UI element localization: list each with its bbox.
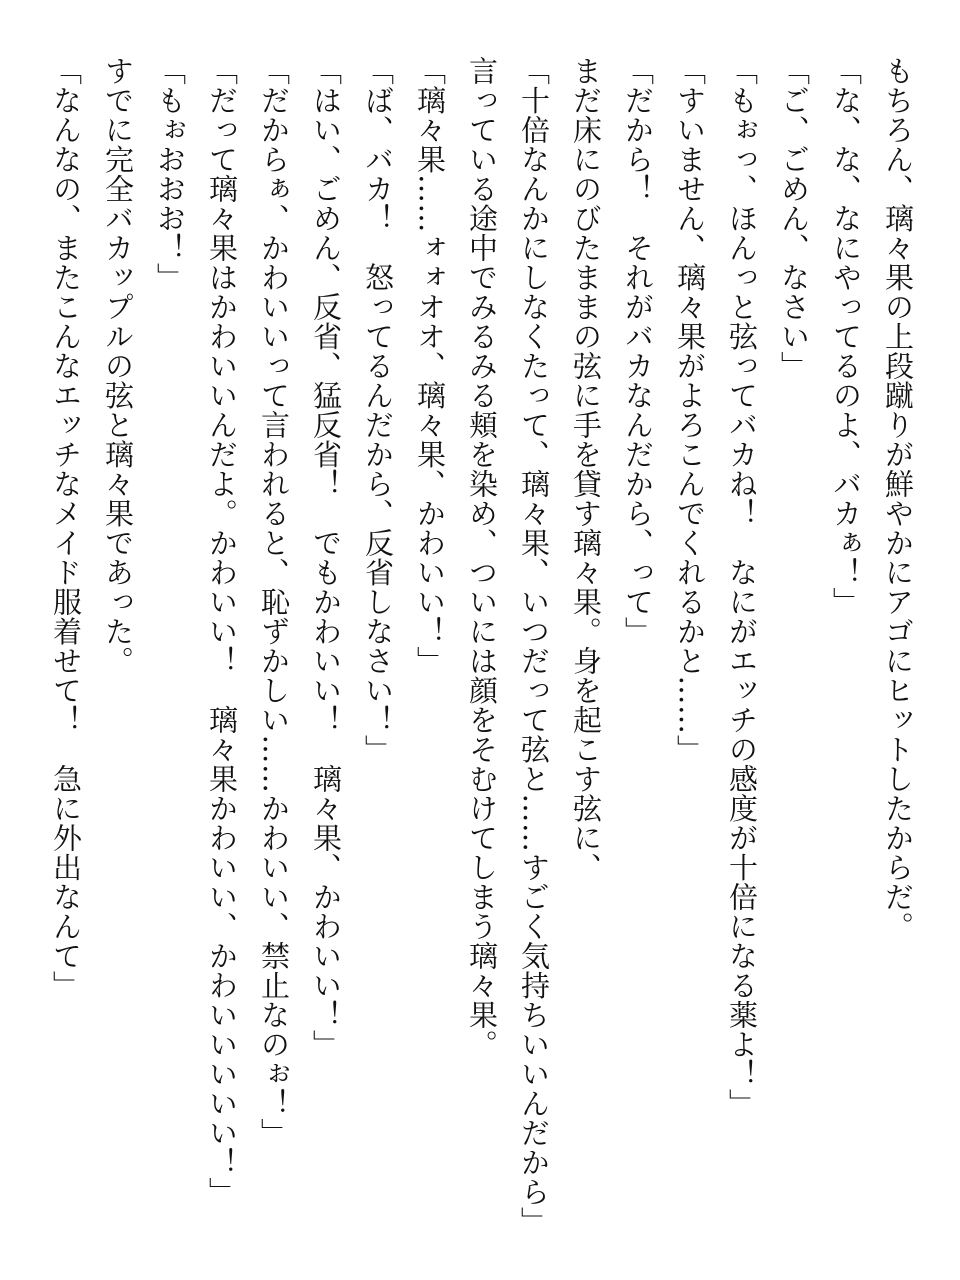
text-line-dialogue: 「璃々果……ォォオオ、璃々果、かわいい！」: [413, 56, 447, 676]
text-line-dialogue: 「もぉっ、ほんっと弦ってバカね！ なにがエッチの感度が十倍になる薬よ！」: [725, 56, 759, 1118]
text-line-dialogue: 「だって璃々果はかわいいんだよ。かわいい！ 璃々果かわいい、かわいいいいい！」: [205, 56, 239, 1207]
text-line-dialogue: 「はい、ごめん、反省、猛反省！ でもかわいい！ 璃々果、かわいい！」: [309, 56, 343, 1059]
vertical-text-body: [40, 56, 924, 1256]
text-line-dialogue: 「ば、バカ！ 怒ってるんだから、反省しなさい！」: [361, 56, 395, 764]
text-line-narration: 言っている途中でみるみる頬を染め、ついには顔をそむけてしまう璃々果。: [465, 56, 499, 1059]
text-line-dialogue: 「すいません、璃々果がよろこんでくれるかと……」: [673, 56, 707, 764]
text-line-narration: まだ床にのびたままの弦に手を貸す璃々果。身を起こす弦に、: [569, 56, 603, 882]
text-line-dialogue: 「な、な、なにやってるのよ、バカぁ！」: [829, 56, 863, 617]
text-line-dialogue: 「だから！ それがバカなんだから、って」: [621, 56, 655, 646]
text-line-dialogue: 「十倍なんかにしなくたって、璃々果、いつだって弦と……すごく気持ちいいんだから」: [517, 56, 551, 1236]
text-line-dialogue: 「もぉおおお！」: [153, 56, 187, 292]
text-line-narration: すでに完全バカップルの弦と璃々果であった。: [101, 56, 135, 676]
text-line-dialogue: 「ご、ごめん、なさい」: [777, 56, 811, 381]
text-line-dialogue: 「だからぁ、かわいいって言われると、恥ずかしい……かわいい、禁止なのぉ！」: [257, 56, 291, 1148]
text-line-narration: もちろん、璃々果の上段蹴りが鮮やかにアゴにヒットしたからだ。: [881, 56, 915, 941]
text-line-dialogue: 「なんなの、またこんなエッチなメイド服着せて！ 急に外出なんて」: [49, 56, 83, 1000]
